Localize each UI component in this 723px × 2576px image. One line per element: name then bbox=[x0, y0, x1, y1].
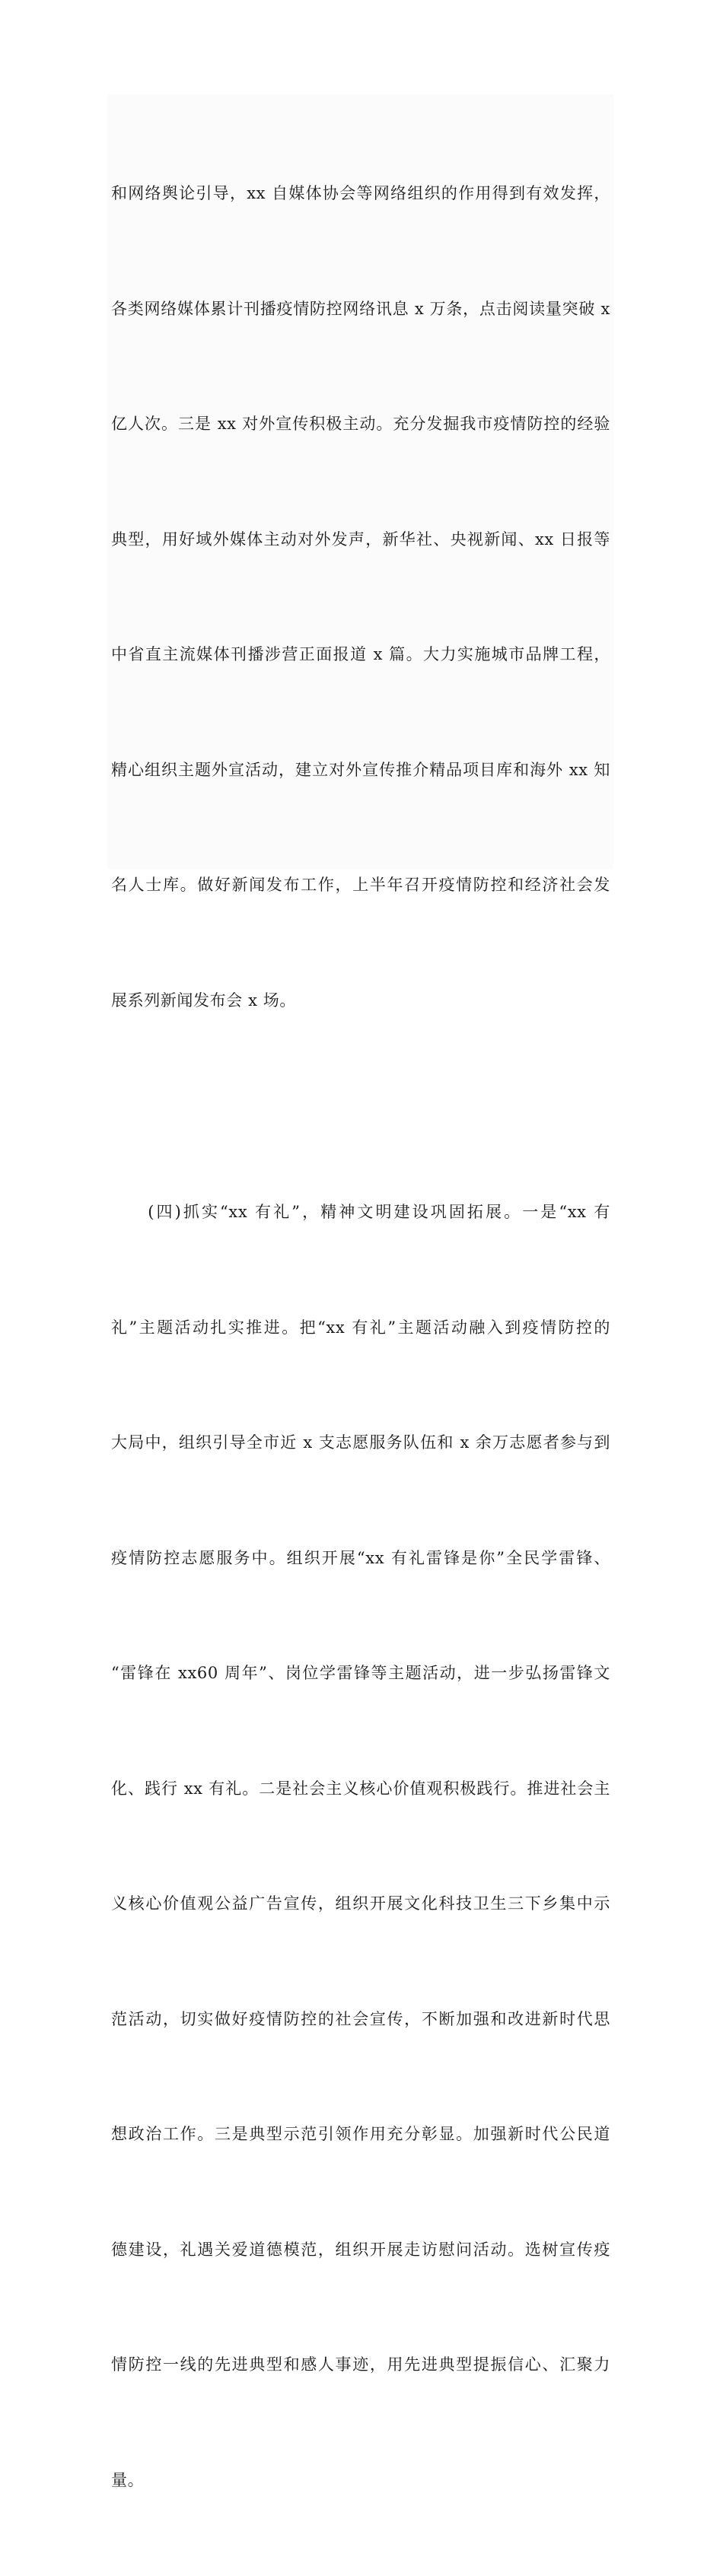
text-line: 中省直主流媒体刊播涉营正面报道 x 篇。大力实施城市品牌工程， bbox=[111, 645, 610, 663]
text-line: 想政治工作。三是典型示范引领作用充分彰显。加强新时代公民道 bbox=[111, 2125, 610, 2143]
text-line: 大局中，组织引导全市近 x 支志愿服务队伍和 x 余万志愿者参与到 bbox=[111, 1433, 610, 1452]
text-line: 礼”主题活动扎实推进。把“xx 有礼”主题活动融入到疫情防控的 bbox=[111, 1318, 610, 1337]
text-line: 各类网络媒体累计刊播疫情防控网络讯息 x 万条，点击阅读量突破 x bbox=[111, 299, 610, 318]
text-line: (四)抓实“xx 有礼”，精神文明建设巩固拓展。一是“xx 有 bbox=[111, 1203, 610, 1221]
paragraph-2 bbox=[107, 1113, 613, 2576]
text-line: 范活动，切实做好疫情防控的社会宣传，不断加强和改进新时代思 bbox=[111, 2009, 610, 2028]
text-line: 化、践行 xx 有礼。二是社会主义核心价值观积极践行。推进社会主 bbox=[111, 1779, 610, 1798]
text-line: 情防控一线的先进典型和感人事迹，用先进典型提振信心、汇聚力 bbox=[111, 2355, 610, 2374]
text-line: “雷锋在 xx60 周年”、岗位学雷锋等主题活动，进一步弘扬雷锋文 bbox=[111, 1664, 610, 1682]
text-line: 德建设，礼遇关爱道德模范，组织开展走访慰问活动。选树宣传疫 bbox=[111, 2240, 610, 2259]
text-line: 精心组织主题外宣活动，建立对外宣传推介精品项目库和海外 xx 知 bbox=[111, 760, 610, 779]
text-line: 量。 bbox=[111, 2470, 145, 2489]
text-line: 展系列新闻发布会 x 场。 bbox=[111, 991, 296, 1010]
text-line: 义核心价值观公益广告宣传，组织开展文化科技卫生三下乡集中示 bbox=[111, 1894, 610, 1913]
document-body bbox=[107, 94, 613, 2489]
text-line: 典型，用好域外媒体主动对外发声，新华社、央视新闻、xx 日报等 bbox=[111, 530, 610, 549]
text-line: 名人士库。做好新闻发布工作，上半年召开疫情防控和经济社会发 bbox=[111, 876, 610, 894]
text-line: 亿人次。三是 xx 对外宣传积极主动。充分发掘我市疫情防控的经验 bbox=[111, 415, 610, 433]
paragraph-1 bbox=[107, 94, 613, 1096]
text-line: 疫情防控志愿服务中。组织开展“xx 有礼雷锋是你”全民学雷锋、 bbox=[111, 1548, 610, 1567]
text-line: 和网络舆论引导，xx 自媒体协会等网络组织的作用得到有效发挥， bbox=[111, 184, 610, 202]
